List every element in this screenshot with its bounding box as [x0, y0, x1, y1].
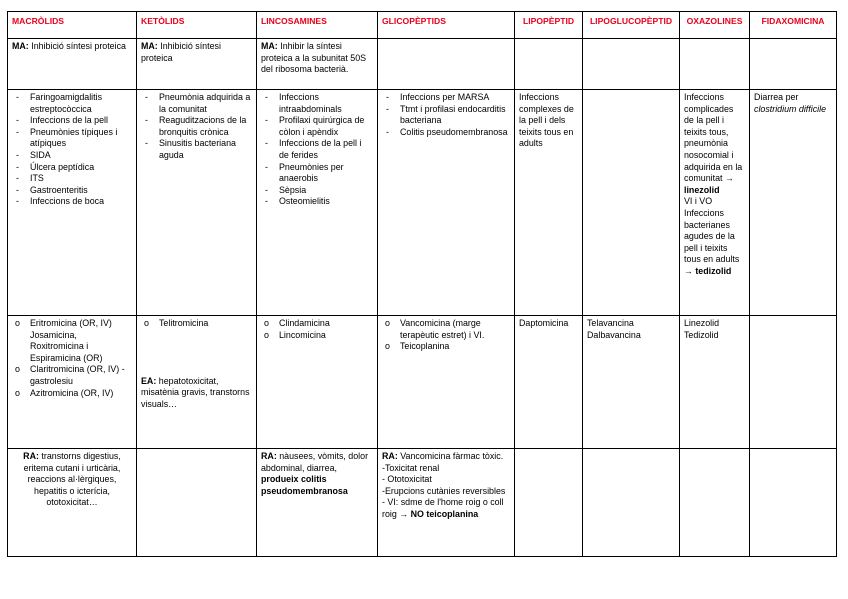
- header-row: [8, 12, 837, 39]
- indications-lincosamines: [257, 90, 378, 316]
- drugs-lipopeptid: Daptomicina: [515, 316, 583, 449]
- antibiotics-table: [7, 11, 837, 557]
- adverse-row: [8, 449, 837, 557]
- drugs-row: [8, 316, 837, 449]
- mechanism-fidaxomicina: [750, 39, 837, 90]
- drugs-macrolids: [8, 316, 137, 449]
- drugs-lipoglucopeptid: Telavancina Dalbavancina: [583, 316, 680, 449]
- adverse-glicopeptids: RA: Vancomicina fàrmac tòxic. -Toxicitat renal - Ototoxicitat -Erupcions cutànies reversibles - VI: sdme de l'home roig o coll roig → NO teicoplanina: [378, 449, 515, 557]
- indications-lipopeptid: Infeccions complexes de la pell i dels teixits tous en adults: [515, 90, 583, 316]
- mechanism-lipoglucopeptid: [583, 39, 680, 90]
- list-item: - Reaguditzacions de la bronquitis crònica: [141, 115, 252, 138]
- list-item: - Colitis pseudomembranosa: [382, 127, 510, 139]
- adverse-fidaxomicina: [750, 449, 837, 557]
- indications-glicopeptids: [378, 90, 515, 316]
- adverse-ketolids: [137, 449, 257, 557]
- mechanism-glicopeptids: [378, 39, 515, 90]
- mechanism-macrolids: MA: Inhibició síntesi proteica: [8, 39, 137, 90]
- indications-lipoglucopeptid: [583, 90, 680, 316]
- mechanism-lipopeptid: [515, 39, 583, 90]
- drugs-fidaxomicina: [750, 316, 837, 449]
- mechanism-row: [8, 39, 837, 90]
- list-item: - Infeccions de la pell: [12, 115, 132, 127]
- mechanism-ketolids: MA: Inhibició síntesi proteica: [137, 39, 257, 90]
- adverse-oxazolines: [680, 449, 750, 557]
- header-fidaxomicina: FIDAXOMICINA: [750, 12, 837, 39]
- ketolids-adverse-effects: EA: hepatotoxicitat, misatènia gravis, transtorns visuals…: [141, 375, 250, 409]
- list-item: o Teicoplanina: [382, 341, 510, 353]
- header-lipoglucopeptid: LIPOGLUCOPÈPTID: [583, 12, 680, 39]
- header-lincosamines: LINCOSAMINES: [257, 12, 378, 39]
- list-item: - Infeccions per MARSA: [382, 92, 510, 104]
- header-macrolids: MACRÒLIDS: [8, 12, 137, 39]
- list-item: - Profilaxi quirúrgica de còlon i apèndix: [261, 115, 373, 138]
- list-item: - SIDA: [12, 150, 132, 162]
- list-item: - Gastroenteritis: [12, 185, 132, 197]
- adverse-lipoglucopeptid: [583, 449, 680, 557]
- drugs-lincosamines: [257, 316, 378, 449]
- list-item: - ITS: [12, 173, 132, 185]
- drugs-glicopeptids: [378, 316, 515, 449]
- list-item: - Infeccions intraabdominals: [261, 92, 373, 115]
- adverse-macrolids: RA: transtorns digestius, eritema cutani i urticària, reaccions al·lèrgiques, hepatitis o icterícia, ototoxicitat…: [8, 449, 137, 557]
- header-glicopeptids: GLICOPÈPTIDS: [378, 12, 515, 39]
- indications-macrolids: [8, 90, 137, 316]
- list-item: o Claritromicina (OR, IV) - gastrolesiu: [12, 364, 132, 387]
- list-item: - Pneumònies típiques i atípiques: [12, 127, 132, 150]
- drugs-ketolids: [137, 316, 257, 449]
- indications-row: [8, 90, 837, 316]
- list-item: o Eritromicina (OR, IV) Josamicina, Roxitromicina i Espiramicina (OR): [12, 318, 132, 364]
- list-item: o Telitromicina: [141, 318, 252, 330]
- indications-oxazolines: Infeccions complicades de la pell i teixits tous, pneumònia nosocomial i adquirida en la comunitat → linezolid VI i VO Infeccions bacterianes agudes de la pell i teixits tous en adults → tedizolid: [680, 90, 750, 316]
- adverse-lipopeptid: [515, 449, 583, 557]
- list-item: o Clindamicina: [261, 318, 373, 330]
- list-item: - Ttmt i profilasi endocarditis bacteriana: [382, 104, 510, 127]
- indications-fidaxomicina: Diarrea per clostridium difficile: [750, 90, 837, 316]
- list-item: - Infeccions de la pell i de ferides: [261, 138, 373, 161]
- mechanism-oxazolines: [680, 39, 750, 90]
- drugs-oxazolines: Linezolid Tedizolid: [680, 316, 750, 449]
- adverse-lincosamines: RA: nàusees, vòmits, dolor abdominal, diarrea, produeix colitis pseudomembranosa: [257, 449, 378, 557]
- list-item: - Pneumònies per anaerobis: [261, 162, 373, 185]
- list-item: - Infeccions de boca: [12, 196, 132, 208]
- list-item: - Faringoamigdalitis estreptocòccica: [12, 92, 132, 115]
- list-item: - Osteomielitis: [261, 196, 373, 208]
- list-item: - Pneumònia adquirida a la comunitat: [141, 92, 252, 115]
- header-oxazolines: OXAZOLINES: [680, 12, 750, 39]
- indications-ketolids: [137, 90, 257, 316]
- list-item: - Sinusitis bacteriana aguda: [141, 138, 252, 161]
- mechanism-lincosamines: MA: Inhibir la síntesi proteica a la subunitat 50S del ribosoma bacterià.: [257, 39, 378, 90]
- list-item: o Lincomicina: [261, 330, 373, 342]
- list-item: - Úlcera peptídica: [12, 162, 132, 174]
- list-item: - Sèpsia: [261, 185, 373, 197]
- list-item: o Vancomicina (marge terapèutic estret) i VI.: [382, 318, 510, 341]
- header-ketolids: KETÒLIDS: [137, 12, 257, 39]
- header-lipopeptid: LIPOPÈPTID: [515, 12, 583, 39]
- list-item: o Azitromicina (OR, IV): [12, 388, 132, 400]
